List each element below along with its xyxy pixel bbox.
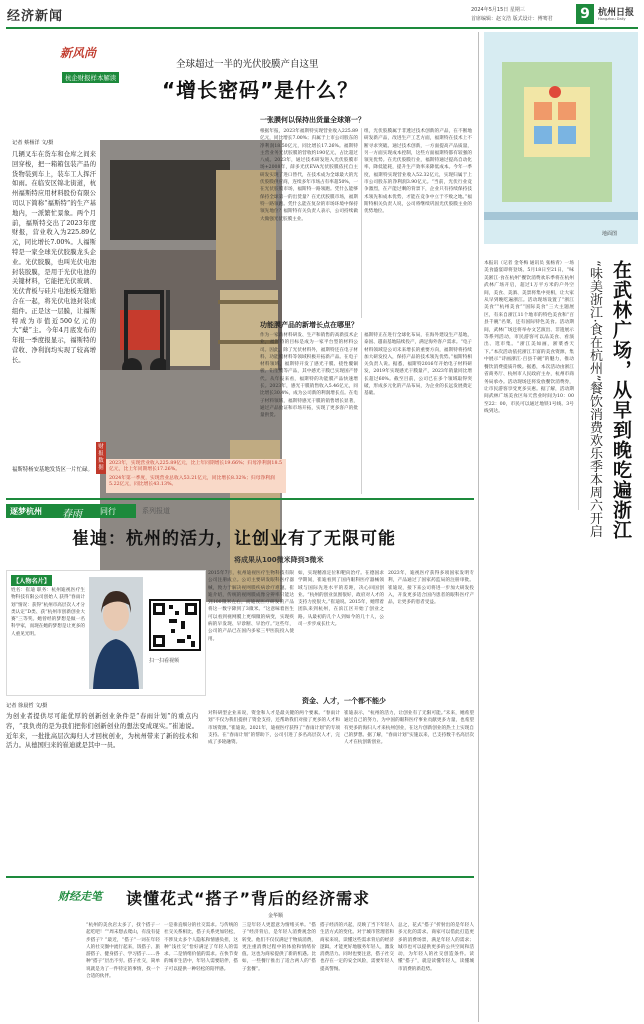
story1-headline: “增长密码”是什么？ <box>162 78 359 102</box>
qr-label: 扫一扫看视频 <box>149 658 180 664</box>
story1-sub2: 功能膜产品的新增长点在哪里？ <box>260 321 358 329</box>
story2-lead: 为创业者提供尽可能优厚的创新创业条件是“春雨计划”的重点内容，“我负责的是为我们把你们创新创业的想法变成现实。”崔迪说。近年来，一批批高层次海归人才回杭创业，为杭州带来了新的技术和活力。从德国归来的崔迪就是其中一员。 <box>6 713 198 750</box>
kicker-badge-text: 新风尚 <box>60 46 97 60</box>
side-text-continued <box>484 518 634 1018</box>
story1-byline: 记者 蔡杨洋 文/摄 <box>12 140 54 146</box>
chart-caption-2: 2024年第一季度，实现营业总收入53.21亿元，同比增长8.32%；归母净利润5.22亿元，同比增长43.13%。 <box>109 476 275 488</box>
event-map <box>484 32 638 244</box>
side-subhead: “味美浙江·食在杭州”餐饮消费欢乐季本周六开启 <box>587 260 602 538</box>
story1-subtitle: 全球超过一半的光伏胶膜产自这里 <box>176 59 319 70</box>
chart-caption-box <box>106 459 286 493</box>
story1-col2: 组，光伏胶膜属于非透过技术创新的产品，在不断地研发新产品，改进生产工艺方面，福斯特在技术上不断寻求突破。通过技术创新，一方面提高产品质量，另一方面实现成本控制，这些方面福斯特都有较强的领先优势。在光伏胶膜行业，福斯特通过提高自动化率，降低能耗，提升生产效率来降低成本。今年一季度，福斯特实现营业收入52.32亿元，实现归属于上市公司股东的净利润3.90亿元。“当前，光伏行业竞争激烈，在产能过剩的背景下，企业只有持续保持技术领先和成本优势，才能在竞争中立于不败之地。”福斯特相关负责人说，公司将继续巩固光伏胶膜主业的优势地位。 <box>364 129 472 215</box>
profile-photo-image <box>89 577 143 689</box>
qr-code[interactable] <box>149 599 201 651</box>
story2-byline: 记者 徐晨哲 文/摄 <box>6 703 48 709</box>
profile-text: 姓名：崔迪 职务：杭州迪视医疗生物科技有限公司创始人 获得“春雨计划”情况：获得“杭州市高层次人才分类认定”D类、获“杭州市创新创业大赛”三等奖。她曾经的梦想是做一名科学家，而现在她的梦想是让更多的人重见光明。 <box>11 588 85 637</box>
story2-deck: 将成果从100微米降到3微米 <box>234 556 324 564</box>
story1-sub1: 一张膜何以保持出货量全球第一？ <box>260 116 365 124</box>
map-caption: 地面图 <box>602 231 618 237</box>
masthead: 杭州日报 <box>598 8 635 18</box>
event-map-image <box>484 32 638 244</box>
column-badge-text: 财经走笔 <box>58 890 102 903</box>
profile-photo <box>89 577 143 689</box>
story2-col5: 崔迪表示，“杭州的活力，让创业有了无限可能。”未来，她希望通过自己的努力，为中国的眼科医疗事业贡献更多力量，也希望有更多的海归人才来杭州创业，在这片创新创业的热土上实现自己的梦想。据了解，“春雨计划”实施以来，已支持数千名高层次人才在杭创新创业。 <box>344 711 474 746</box>
story1-lead: 几辆叉车在货车和仓库之间来回穿梭，把一箱箱包装产品的货物装到车上，装车工人挥汗如雨。在临安区锦北街道，杭州福斯特应用材料股份有限公司以下简称“福斯特”的生产基地内，一派繁忙景象。两个月前，福斯特交出了2023年度财报，营业收入为225.89亿元，同比增长7.00%。人福斯特是一家全球光伏胶膜龙头企业。光伏胶膜，也叫光伏电池封装胶膜，是用于光伏电池的关键材料，它能把光伏玻璃、光伏背板与硅片电池板无缝贴合在一起，将光伏电池封装成组件。正是这一层膜，让福斯特成为市值近500亿元的大“蘖”主。今年4月底发布的年报一季度报显示，福斯特的营收、净利润均实现了较高增长。 <box>12 151 96 364</box>
side-story <box>484 32 638 1024</box>
series-badge <box>6 504 136 518</box>
section-title: 经济新闻 <box>7 9 64 24</box>
story2-col2: 如，实现精准定位和靶向治疗。在德国求学期间，崔迪看到了国内眼科医疗器械领域与国际先进水平的差距，决心回国创业。“杭州的创业氛围很好，政府对人才的支持力度很大。”崔迪说。2015年，她带着团队来到杭州，在滨江区开始了创业之路。从最初的几个人到如今的几十人，公司一步步成长壮大。 <box>298 571 384 628</box>
masthead-en: Hangzhou Daily <box>598 17 626 21</box>
story1-col4: 福斯特正在进行全球化布局，在海外建设生产基地，泰国、越南基地陆续投产，满足海外客户需求。“电子材料领域是公司未来增长的重要方向，福斯特将持续加大研发投入，保持产品的技术领先优势。”福斯特相关负责人说。据悉，福斯特2016年开始电子材料研发，2019年实现感光干膜量产，2023年销量同比增长超过60%。截至目前，公司已在多个领域取得突破，形成多元化的产品布局，为企业的长远发展奠定基础。 <box>364 333 472 397</box>
story2-col4: 对科研型企业来说，资金和人才是最关键的两个要素。“春雨计划”不仅为我们提供了资金支持，还帮助我们对接了更多的人才和市场资源。”崔迪说。2021年，迪视医疗获得了“春雨计划”的专项支持。在“春雨计划”的帮助下，公司引进了多名高层次人才，完成了多轮融资。 <box>208 711 340 746</box>
side-text: 本报讯（记者 金冬梅 通讯员 张杨青）一场美食盛宴即将登场。5月18日至21日，“味美浙江·食在杭州”餐饮消费欢乐季将在杭州武林广场开启，超过1万平方米的户外空间，美食、美酒、美景将集中亮相，让大家从早到晚吃遍浙江。活动现场设置了“浙江美食”“杭州美食”“国际美食”三大主题展区，有来自浙江11个地市的特色美食和“百县千碗”名菜，还有国际特色美食。活动期间，武林广场还将举办文艺演出、非遗展示等系列活动，市民游客可以品美食、看演出、逛市集。“浙江美如画，浙菜香天下。”本次活动依托浙江丰富的美食资源，集中展示“诗画浙江·百县千碗”的魅力，推动餐饮消费提质升级。据悉，本次活动由浙江省商务厅、杭州市人民政府主办，杭州市商务局承办。活动现场还将发放餐饮消费券，让市民游客享受更多实惠。据了解，活动期间武林广场美食区每天营业时间为10：00至22：00，市民可以通过地铁1号线、3号线到达。 <box>484 261 574 415</box>
story3-col1: “杭州的美食店太多了，找个搭子一起吃吧！”“周末想去爬山，有没有徒步搭子？”最近，“搭子”一词在年轻人的社交圈中流行起来，饭搭子、旅游搭子、健身搭子、学习搭子……各种“搭子”层出不穷。搭子社交，简单说就是为了一件特定的事情，找一个合适的伙伴。 <box>86 923 160 980</box>
story2-col3: 2023年，迪视医疗获得多项国家发明专利，产品通过了国家药监局的注册审批。崔迪说，接下来公司将进一步加大研发投入，开发更多适合国内患者的眼科医疗产品，让更多的患者受益。 <box>388 571 474 606</box>
side-headline: 在武林广场，从早到晚吃遍浙江 <box>610 260 632 540</box>
story2-subhead: 资金、人才，一个都不能少 <box>302 697 386 705</box>
story1-col3: 作为一家新材料研发、生产和销售的高新技术企业，福斯特的目标是成为一家平台型的材料公司。因此，除了光伏材料外，福斯特还在电子材料、功能膜材料等领域积极开拓新产品。在电子材料领域，福斯特开发了感光干膜、挠性覆铜板、铝塑膜等产品，其中感光干膜已实现国产替代。从年报来看，福斯特的功能膜产品快速增长。2023年，感光干膜销售收入5.46亿元，同比增长30.4%，成为公司新的利润增长点。在电子材料领域，福斯特感光干膜的销售增长显著，通过产品验证和市场开拓，实现了更多客户的批量供货。 <box>260 333 358 419</box>
series-badge-prefix: 逐梦杭州 <box>10 507 42 516</box>
story-cuidi <box>6 498 474 862</box>
photo-caption: 福斯特杨安基地发货区一片忙碌。 <box>12 467 93 473</box>
story3-byline: 金华顺 <box>268 913 284 919</box>
page-header <box>0 0 644 30</box>
header-editors: 首席编辑：赵文浩 版式设计：傅骞君 <box>471 16 553 22</box>
story3-col3: 三是年轻人更愿意为情绪买单。“搭子”经济背后，是年轻人消费观念的转变。他们不仅仅满足于物质消费，更注重消费过程中的体验和情绪价值。这也为商家提供了新的机遇。比如，一些餐厅推出了适合两人的“搭子套餐”。 <box>242 923 316 972</box>
story3-headline: 读懂花式“搭子”背后的经济需求 <box>126 889 371 908</box>
chart-caption-1: 2023年，实现营业收入225.89亿元，比上年同期增长19.66%；归母净利润18.5亿元，比上年同期增长17.26%。 <box>109 461 283 473</box>
story3-col4: 搭子经济的兴起，反映了当下年轻人生活方式的变化。对于城市管理者和商家来说，读懂这些需求背后的经济逻辑，才能更好地服务年轻人，激发消费活力。同时也要注意，搭子社交也存在一定的安全风险，需要年轻人提高警惕。 <box>320 923 394 972</box>
kicker-label: 杭企财报样本解读 <box>62 72 119 83</box>
page-number: 9 <box>576 4 594 24</box>
story3-col5: 总之，花式“搭子”折射出的是年轻人多元化的需求。商家可以借此打造更多的消费场景，满足年轻人的需求；城市也可以提供更多的公共空间和活动，为年轻人的社交创造条件。读懂“搭子”，就是读懂年轻人，读懂城市消费的新趋势。 <box>398 923 474 972</box>
series-badge-highlight: 春雨 <box>62 509 82 520</box>
kicker-badge <box>60 44 120 84</box>
profile-title: 【人物名片】 <box>11 575 52 586</box>
chart-tag: 财报数据 <box>96 442 106 474</box>
story-fosterfirst <box>6 32 474 494</box>
series-label: 系列报道 <box>142 507 170 515</box>
header-date: 2024年5月15日 星期三 <box>471 7 525 13</box>
story2-col1: 2015年7月，杭州迪视医疗生物科技有限公司注册成立。公司主要研发眼科医疗器械，致力于解决视网膜疾病诊疗难题。崔迪介绍，传统的视网膜成像分辨率只能达到100微米左右，而迪视医疗研发的产品将这一数字降到了3微米。“这意味着医生可以看到视网膜上更细微的病变，实现疾病的早发现、早诊断、早治疗。”这些年，公司的产品已在国内多家三甲医院投入使用。 <box>208 571 294 642</box>
column-badge <box>58 888 118 908</box>
story-dazi <box>6 876 474 1022</box>
story3-col2: 一是垂直细分的社交需求。与传统的社交关系相比，搭子关系更加轻松，不涉及太多个人隐私和情感负担，这种“浅社交”恰好满足了年轻人的需求。二是情绪价值的需求。在快节奏的城市生活中，年轻人需要陪伴，搭子可以提供一种轻松的陪伴感。 <box>164 923 238 972</box>
qr-code-icon <box>151 601 199 649</box>
story1-col1: 根据年报，2023年福斯特实现营业收入225.89亿元，同比增长7.00%；归属于上市公司股东的净利润18.50亿元，同比增长17.26%。福斯特主营业务光伏胶膜的营收约190亿元，占比超过八成。2023年，通过技术研发进入光伏胶膜市场+2008年，薛多光伏EVA光伏胶膜依托自主研发实现了进口替代，在技术成为全球最大的光伏胶膜供应商，连续多年市场占有率超50%，一在光伏胶膜市场，福斯特一路领跑。凭什么能够保持全球第一的出货量？在光伏胶膜市场，福斯特一路领跑。凭什么能在复杂的市场环境中保持领先地位？福斯特有关负责人表示，公司持续做大做强光伏胶膜主业。 <box>260 129 358 222</box>
story2-headline: 崔迪：杭州的活力，让创业有了无限可能 <box>72 529 396 549</box>
header-rule <box>6 27 638 29</box>
profile-card <box>6 570 206 696</box>
series-badge-suffix: 同行 <box>100 507 116 516</box>
